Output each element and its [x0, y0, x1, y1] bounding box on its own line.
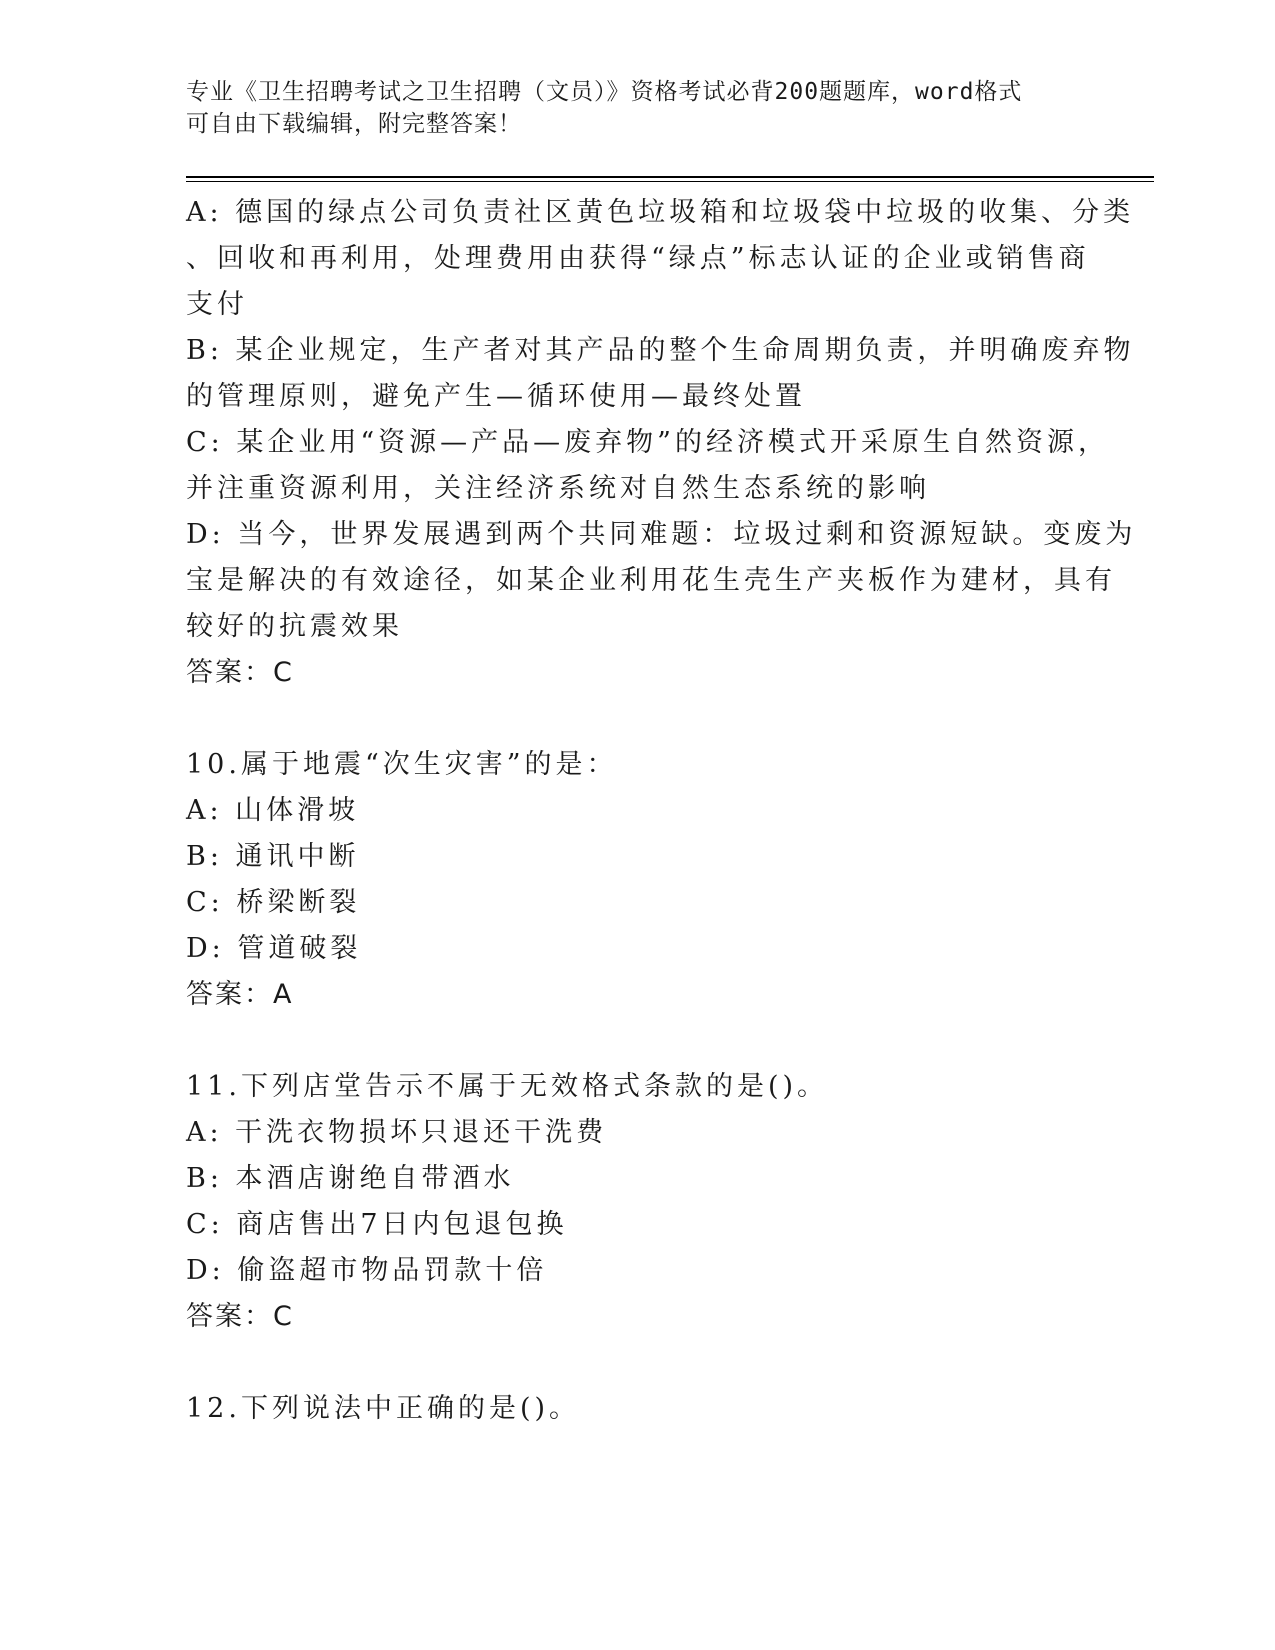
- q9-option-a-line-1: A: 德国的绿点公司负责社区黄色垃圾箱和垃圾袋中垃圾的收集、分类: [186, 197, 1135, 228]
- q9-option-b-line-1: B: 某企业规定，生产者对其产品的整个生命周期负责，并明确废弃物: [186, 335, 1135, 366]
- header-title-line-1: 专业《卫生招聘考试之卫生招聘（文员）》资格考试必背200题题库，word格式: [186, 79, 1023, 105]
- q11-question: 11.下列店堂告示不属于无效格式条款的是()。: [186, 1071, 829, 1102]
- page-header: [186, 76, 1066, 140]
- header-title-line-2: 可自由下载编辑，附完整答案！: [186, 111, 522, 137]
- spacer: [186, 696, 1086, 742]
- q9-answer: 答案：C: [186, 657, 294, 688]
- q10-option-a: A: 山体滑坡: [186, 795, 360, 826]
- q11-option-a: A: 干洗衣物损坏只退还干洗费: [186, 1117, 608, 1148]
- question-content: [186, 190, 1137, 1432]
- spacer: [186, 1018, 1086, 1064]
- q10-question: 10.属于地震“次生灾害”的是：: [186, 749, 618, 780]
- spacer: [186, 1340, 1086, 1386]
- q9-option-d-line-2: 宝是解决的有效途径，如某企业利用花生壳生产夹板作为建材，具有: [186, 565, 1116, 596]
- q10-option-c: C: 桥梁断裂: [186, 887, 361, 918]
- q12-question: 12.下列说法中正确的是()。: [186, 1393, 581, 1424]
- q9-option-c-line-2: 并注重资源利用，关注经济系统对自然生态系统的影响: [186, 473, 930, 504]
- header-rule-thick: [186, 176, 1154, 178]
- q10-option-d: D: 管道破裂: [186, 933, 362, 964]
- q9-option-a-line-3: 支付: [186, 289, 248, 320]
- q9-option-a-line-2: 、回收和再利用，处理费用由获得“绿点”标志认证的企业或销售商: [186, 243, 1090, 274]
- q11-option-d: D: 偷盗超市物品罚款十倍: [186, 1255, 548, 1286]
- q10-answer: 答案：A: [186, 979, 294, 1010]
- q9-option-c-line-1: C: 某企业用“资源—产品—废弃物”的经济模式开采原生自然资源，: [186, 427, 1109, 458]
- header-rule-thin: [186, 181, 1154, 182]
- question-12-block: [186, 1386, 1086, 1432]
- question-11-block: [186, 1064, 1086, 1340]
- q9-option-d-line-1: D: 当今，世界发展遇到两个共同难题：垃圾过剩和资源短缺。变废为: [186, 519, 1137, 550]
- q11-option-c: C: 商店售出7日内包退包换: [186, 1209, 568, 1240]
- q11-option-b: B: 本酒店谢绝自带酒水: [186, 1163, 515, 1194]
- q10-option-b: B: 通讯中断: [186, 841, 360, 872]
- q9-option-d-line-3: 较好的抗震效果: [186, 611, 403, 642]
- q11-answer: 答案：C: [186, 1301, 294, 1332]
- q9-option-b-line-2: 的管理原则，避免产生—循环使用—最终处置: [186, 381, 806, 412]
- question-9-block: [186, 190, 1137, 696]
- question-10-block: [186, 742, 1086, 1018]
